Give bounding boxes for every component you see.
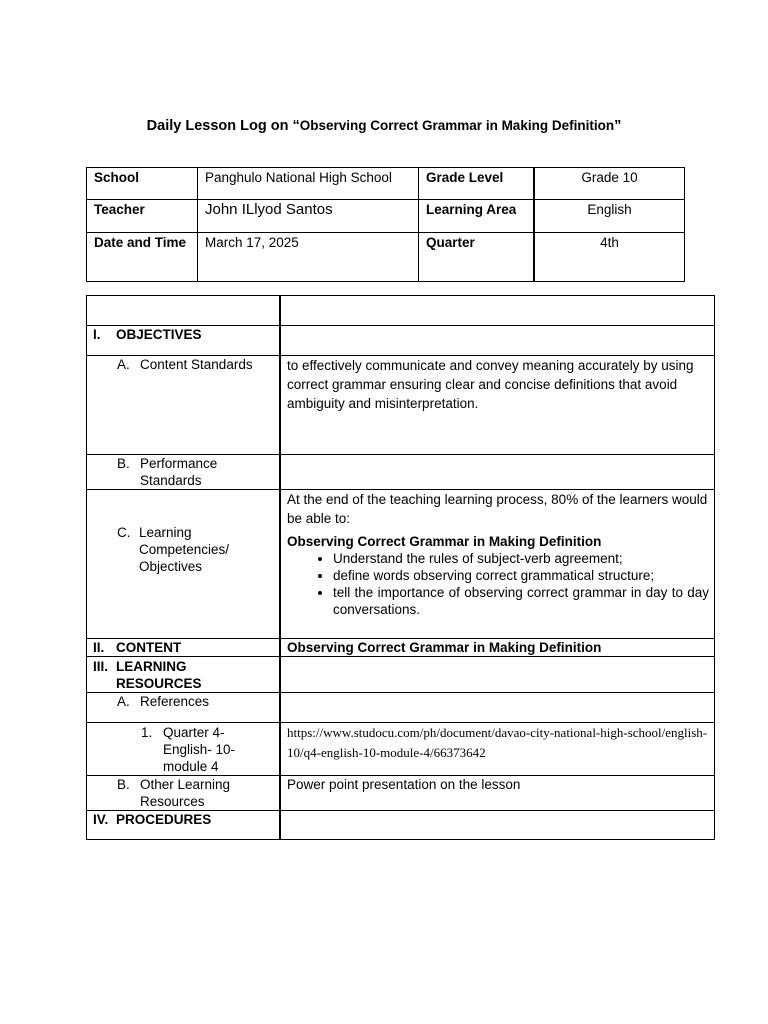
reference-item-label: Quarter 4- English- 10- module 4 [163, 725, 236, 774]
resources-number: III. [93, 659, 109, 674]
performance-standards-label: Performance Standards [140, 456, 218, 488]
content-cell [87, 639, 281, 657]
competencies-intro: At the end of the teaching learning process, 80% of the learners would be able to: [287, 492, 708, 526]
quarter-label: Quarter [419, 233, 535, 282]
resources-cell [87, 657, 281, 693]
content-standards-label: Content Standards [140, 357, 253, 372]
other-resources-cell [87, 776, 281, 811]
content-number: II. [93, 640, 105, 655]
reference-item-number: 1. [141, 725, 153, 740]
objectives-label: OBJECTIVES [116, 327, 202, 342]
date-value: March 17, 2025 [198, 233, 419, 282]
procedures-label: PROCEDURES [116, 812, 212, 827]
content-standards-number: A. [117, 357, 130, 372]
content-label: CONTENT [116, 640, 182, 655]
performance-standards-value-cell [280, 455, 715, 490]
competencies-number: C. [117, 525, 131, 540]
header-right-cell [280, 296, 715, 326]
competency-item: • Understand the rules of subject-verb agreement; [333, 550, 709, 567]
procedures-value-cell [280, 811, 715, 840]
competencies-heading: Observing Correct Grammar in Making Definition [287, 534, 602, 549]
title-prefix: Daily Lesson Log on “ [146, 118, 300, 134]
competencies-list [287, 550, 709, 618]
objectives-number: I. [93, 327, 101, 342]
school-value: Panghulo National High School [198, 168, 419, 200]
reference-item-cell [87, 723, 281, 776]
content-standards-text: to effectively communicate and convey meaning accurately by using correct grammar ensuring clear and concise definitions that avoid ambiguity and misinterpretation. [280, 356, 715, 455]
objectives-cell [87, 326, 281, 356]
competencies-label: Learning Competencies/ Objectives [139, 525, 230, 574]
other-resources-label: Other Learning Resources [140, 777, 231, 809]
quarter-value: 4th [534, 233, 685, 282]
area-value: English [534, 200, 685, 233]
references-number: A. [117, 694, 130, 709]
title-topic: Observing Correct Grammar in Making Definition [299, 118, 615, 133]
title-suffix: ” [614, 118, 622, 134]
info-table [86, 167, 685, 282]
performance-standards-number: B. [117, 456, 130, 471]
competencies-value-cell [280, 490, 715, 639]
performance-standards-cell [87, 455, 281, 490]
grade-value: Grade 10 [534, 168, 685, 200]
references-value-cell [280, 693, 715, 723]
content-standards-cell [87, 356, 281, 455]
competency-item: • define words observing correct grammatical structure; [333, 567, 709, 584]
references-label: References [140, 694, 210, 709]
other-resources-number: B. [117, 777, 130, 792]
references-cell [87, 693, 281, 723]
reference-url[interactable]: https://www.studocu.com/ph/document/davao-city-national-high-school/english-10/q4-english-10-module-4/66373642 [280, 723, 715, 776]
competencies-cell [87, 490, 281, 639]
resources-value-cell [280, 657, 715, 693]
page-title [0, 118, 768, 134]
content-value: Observing Correct Grammar in Making Definition [280, 639, 715, 657]
procedures-cell [87, 811, 281, 840]
objectives-value-cell [280, 326, 715, 356]
area-label: Learning Area [419, 200, 535, 233]
competency-item: • tell the importance of observing correct grammar in day to day conversations. [333, 584, 709, 618]
resources-label: LEARNING RESOURCES [116, 659, 202, 691]
procedures-number: IV. [93, 812, 109, 827]
header-left-cell [87, 296, 281, 326]
teacher-value: John ILlyod Santos [198, 200, 419, 233]
lesson-plan-table [86, 295, 715, 840]
grade-label: Grade Level [419, 168, 535, 200]
other-resources-value: Power point presentation on the lesson [280, 776, 715, 811]
date-label: Date and Time [87, 233, 198, 282]
teacher-label: Teacher [87, 200, 198, 233]
school-label: School [87, 168, 198, 200]
